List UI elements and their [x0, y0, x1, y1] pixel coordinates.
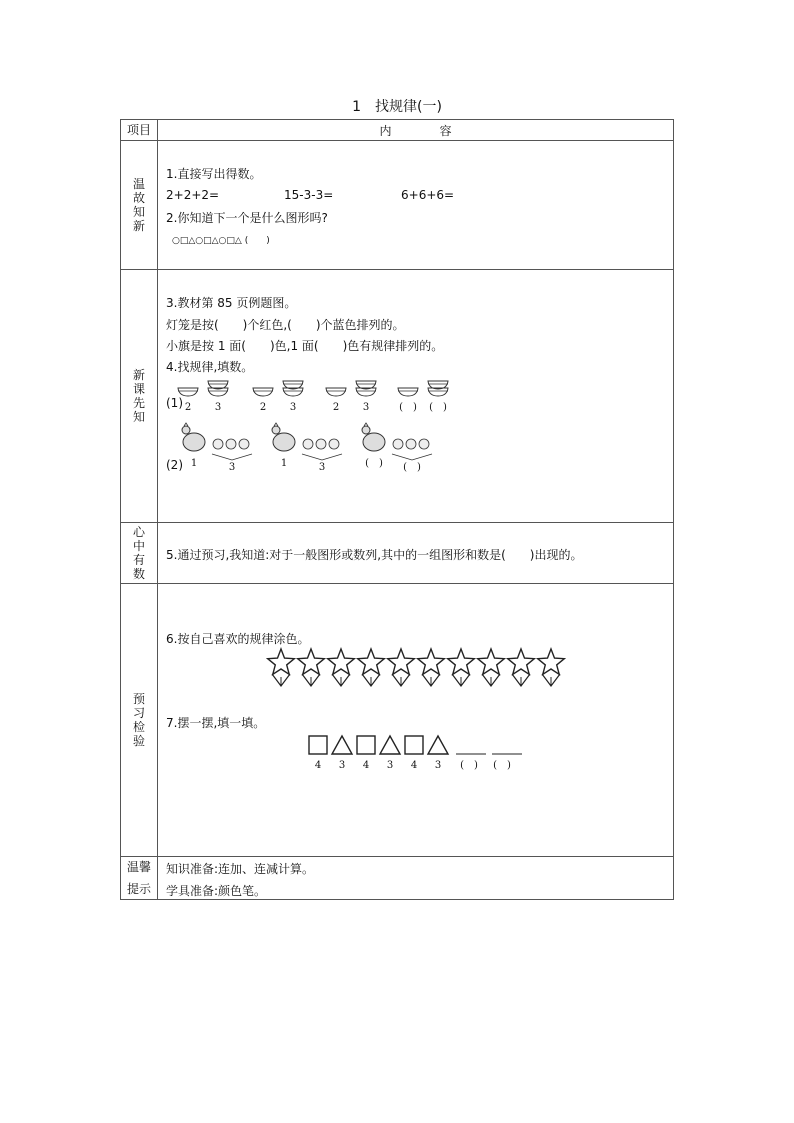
check-row	[121, 584, 674, 857]
check-label: 预 习 检 验	[121, 584, 158, 857]
shape-count-label: 4	[314, 760, 322, 771]
star-icon	[298, 649, 325, 674]
shape-count-label: 3	[338, 760, 346, 771]
bowl-icon	[398, 388, 418, 396]
question-7: 7.摆一摆,填一填。	[166, 716, 266, 730]
part-1-label: (1)	[166, 396, 183, 410]
mind-row	[121, 523, 674, 584]
square-shape	[405, 736, 423, 754]
flag-sentence: 小旗是按 1 面( )色,1 面( )色有规律排列的。	[166, 339, 444, 353]
bowl-count-label: ( )	[429, 402, 447, 413]
star-icon	[358, 649, 385, 674]
tip-tools: 学具准备:颜色笔。	[166, 884, 267, 898]
bowl-icon	[326, 388, 346, 396]
chick-icon	[406, 439, 416, 449]
stars-row[interactable]	[266, 650, 566, 692]
hens-chicks-pattern	[180, 418, 440, 474]
review-label: 温 故 知 新	[121, 141, 158, 270]
equation-3: 6+6+6=	[401, 188, 455, 202]
hen-icon	[183, 433, 205, 451]
question-1: 1.直接写出得数。	[166, 167, 262, 181]
chick-icon	[419, 439, 429, 449]
square-shape	[309, 736, 327, 754]
square-shape	[357, 736, 375, 754]
question-4: 4.找规律,填数。	[166, 360, 254, 374]
tip-knowledge: 知识准备:连加、连减计算。	[166, 862, 315, 876]
chick-icon	[393, 439, 403, 449]
question-6: 6.按自己喜欢的规律涂色。	[166, 632, 310, 646]
bowl-count-label: 2	[332, 402, 340, 413]
lesson-title: 找规律(一)	[374, 99, 442, 115]
star-icon	[418, 649, 445, 674]
bowl-icon	[253, 388, 273, 396]
triangle-shape	[428, 736, 448, 754]
shapes-pattern	[310, 732, 530, 776]
chick-icon	[226, 439, 236, 449]
header-content: 内 容	[158, 120, 674, 141]
check-content	[158, 584, 674, 857]
bowl-count-label: ( )	[399, 402, 417, 413]
equation-2: 15-3-3=	[284, 188, 334, 202]
star-icon	[448, 649, 475, 674]
bowls-pattern	[178, 374, 468, 414]
bowl-icon	[178, 388, 198, 396]
hen-count-label: 1	[190, 458, 198, 469]
star-icon	[478, 649, 505, 674]
question-2: 2.你知道下一个是什么图形吗?	[166, 211, 328, 225]
hen-count-label: ( )	[365, 458, 383, 469]
bowl-count-label: 3	[289, 402, 297, 413]
hen-count-label: 1	[280, 458, 288, 469]
chick-icon	[329, 439, 339, 449]
star-icon	[388, 649, 415, 674]
shape-count-label: 4	[410, 760, 418, 771]
answer-label: ( )	[460, 760, 478, 771]
header-row	[121, 120, 674, 141]
bowl-count-label: 2	[259, 402, 267, 413]
review-row	[121, 141, 674, 270]
bowl-count-label: 3	[362, 402, 370, 413]
preview-label: 新 课 先 知	[121, 270, 158, 523]
shape-count-label: 3	[386, 760, 394, 771]
part-2-label: (2)	[166, 458, 183, 472]
shape-count-label: 3	[434, 760, 442, 771]
chick-count-label: 3	[228, 462, 236, 473]
chick-icon	[239, 439, 249, 449]
shape-count-label: 4	[362, 760, 370, 771]
chick-icon	[303, 439, 313, 449]
question-3: 3.教材第 85 页例题图。	[166, 296, 297, 310]
hen-icon	[363, 433, 385, 451]
worksheet-table	[120, 119, 674, 900]
tips-content	[158, 857, 674, 900]
answer-label: ( )	[493, 760, 511, 771]
chick-icon	[316, 439, 326, 449]
triangle-shape	[332, 736, 352, 754]
star-icon	[508, 649, 535, 674]
mind-label: 心 中 有 数	[121, 523, 158, 584]
mind-content	[158, 523, 674, 584]
header-item: 项目	[121, 120, 158, 141]
chick-icon	[213, 439, 223, 449]
preview-row	[121, 270, 674, 523]
hen-icon	[273, 433, 295, 451]
page-title	[0, 96, 794, 116]
bowl-count-label: 3	[214, 402, 222, 413]
tips-label: 温馨 提示	[121, 857, 158, 900]
question-5: 5.通过预习,我知道:对于一般图形或数列,其中的一组图形和数是( )出现的。	[166, 548, 583, 562]
review-content	[158, 141, 674, 270]
star-icon	[538, 649, 565, 674]
triangle-shape	[380, 736, 400, 754]
star-icon	[268, 649, 295, 674]
lesson-number: 1	[352, 99, 361, 115]
chick-count-label: 3	[318, 462, 326, 473]
lantern-sentence: 灯笼是按( )个红色,( )个蓝色排列的。	[166, 318, 405, 332]
star-icon	[328, 649, 355, 674]
equation-1: 2+2+2=	[166, 188, 220, 202]
shape-sequence: ○□△○□△○□△ ( )	[172, 236, 270, 246]
chick-count-label: ( )	[403, 462, 421, 473]
bowl-count-label: 2	[184, 402, 192, 413]
tips-row	[121, 857, 674, 900]
preview-content	[158, 270, 674, 523]
